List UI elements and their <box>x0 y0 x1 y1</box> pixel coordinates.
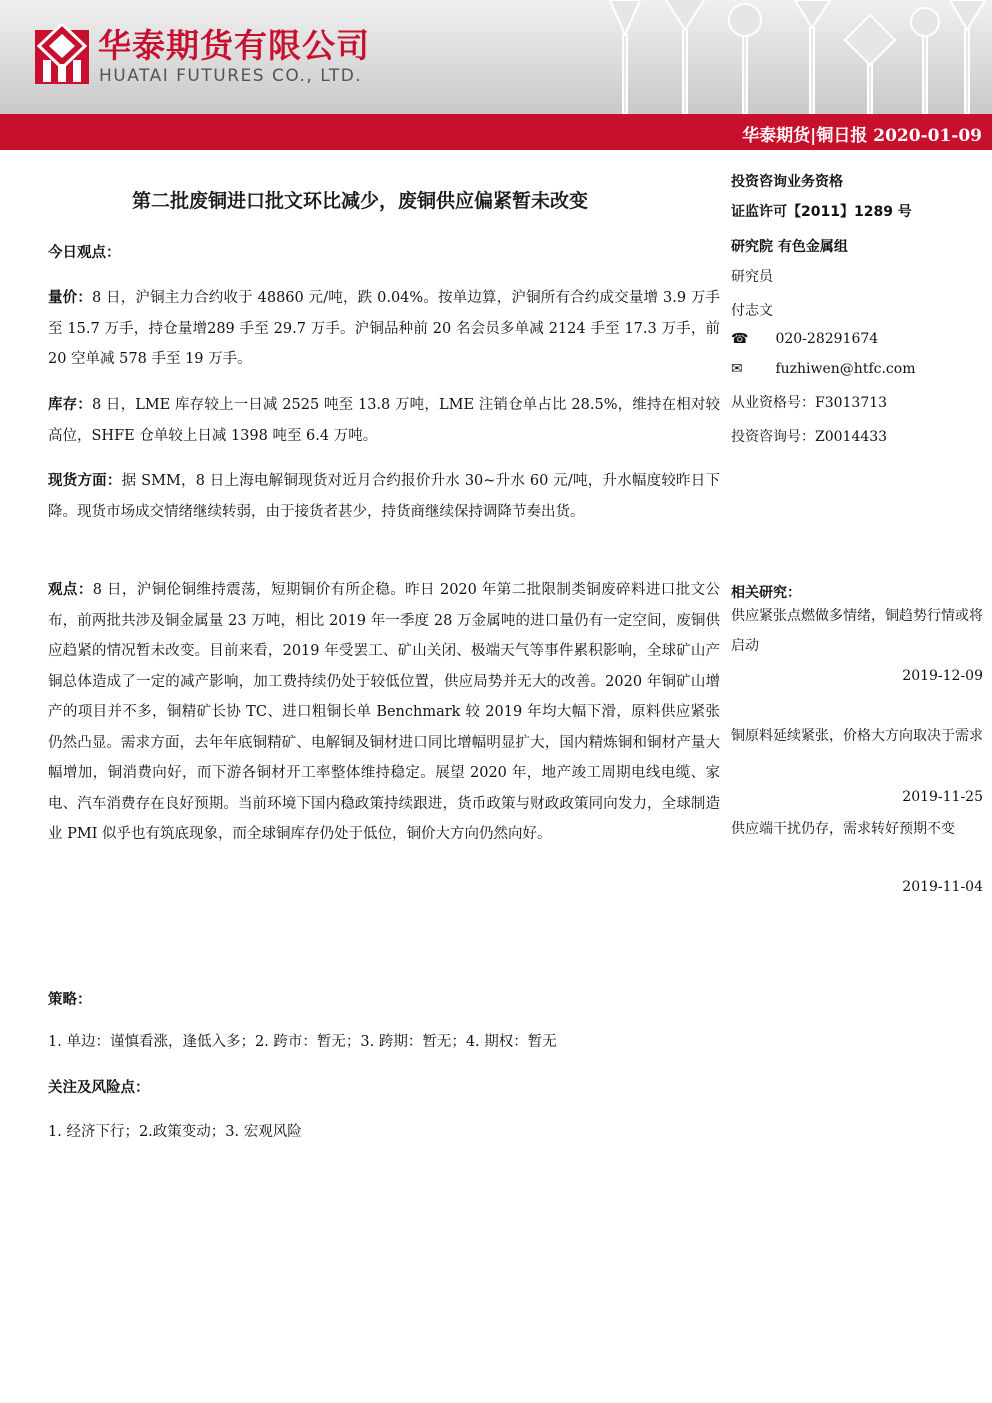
institute-label: 研究院 有色金属组 <box>731 239 848 255</box>
strategy-heading-block <box>48 985 720 1016</box>
analyst-role: 研究员 <box>731 269 773 285</box>
related-item-title[interactable]: 铜原料延续紧张，价格大方向取决于需求 <box>731 728 983 744</box>
risk-heading-block <box>48 1073 720 1104</box>
volume-price-paragraph <box>48 283 720 375</box>
spot-label: 现货方面： <box>48 473 122 489</box>
related-item-title[interactable]: 供应端干扰仍存，需求转好预期不变 <box>731 821 955 837</box>
inventory-text: 8 日，LME 库存较上一日减 2525 吨至 13.8 万吨，LME 注销仓单占比 28.5%，维持在相对较高位，SHFE 仓单较上日减 1398 吨至 6.4 万吨。 <box>48 397 720 444</box>
cert-value: F3013713 <box>815 395 888 411</box>
cert-row <box>731 392 887 412</box>
inventory-label: 库存： <box>48 397 92 413</box>
consult-row <box>731 426 887 446</box>
license-label: 证监许可【2011】1289 号 <box>731 204 912 220</box>
phone-number: 020-28291674 <box>775 331 879 347</box>
spot-paragraph <box>48 466 720 527</box>
risk-heading: 关注及风险点： <box>48 1080 150 1096</box>
huatai-logo-icon <box>35 24 89 84</box>
strategy-paragraph <box>48 1027 720 1058</box>
today-heading: 今日观点： <box>48 245 121 261</box>
risk-text: 1. 经济下行；2.政策变动；3. 宏观风险 <box>48 1124 302 1140</box>
related-item-date: 2019-12-09 <box>902 668 983 684</box>
email-link[interactable]: fuzhiwen@htfc.com <box>775 361 916 377</box>
sidebar <box>731 0 983 1403</box>
risk-paragraph <box>48 1117 720 1148</box>
qualification-label: 投资咨询业务资格 <box>731 174 843 190</box>
related-item-title[interactable]: 供应紧张点燃做多情绪，铜趋势行情或将启动 <box>731 608 983 654</box>
strategy-heading: 策略： <box>48 992 92 1008</box>
inventory-paragraph <box>48 390 720 451</box>
envelope-icon: ✉ <box>731 361 743 377</box>
cert-label: 从业资格号： <box>731 395 815 411</box>
email-row <box>731 361 915 377</box>
related-item-date: 2019-11-04 <box>902 879 983 895</box>
related-heading: 相关研究： <box>731 585 801 601</box>
spot-text: 据 SMM，8 日上海电解铜现货对近月合约报价升水 30~升水 60 元/吨，升水幅度较昨日下降。现货市场成交情绪继续转弱，由于接货者甚少，持货商继续保持调降节奏出货。 <box>48 473 720 520</box>
view-paragraph <box>48 575 720 850</box>
analyst-name: 付志文 <box>731 303 773 319</box>
view-text: 8 日，沪铜伦铜维持震荡，短期铜价有所企稳。昨日 2020 年第二批限制类铜废碎料进口批文公布，前两批共涉及铜金属量 23 万吨，相比 2019 年一季度 28 万金属吨的进口量仍有一定空间，废铜供应趋紧的情况暂未改变。目前来看，2019 年受罢工、矿山关闭、极端天气等事件累积影响，全球矿山产铜总体造成了一定的减产影响，加工费持续仍处于较低位置，供应局势并无大的改善。2020 年铜矿山增产的项目并不多，铜精矿长协 TC、进口粗铜长单 Benchmark 较 2019 年均大幅下滑，原料供应紧张仍然凸显。需求方面，去年年底铜精矿、电解铜及铜材进口同比增幅明显扩大，国内精炼铜和铜材产量大幅增加，铜消费向好，而下游各铜材开工率整体维持稳定。展望 2020 年，地产竣工周期电线电缆、家电、汽车消费存在良好预期。当前环境下国内稳政策持续跟进，货币政策与财政政策同向发力，全球制造业 PMI 似乎也有筑底现象，而全球铜库存仍处于低位，铜价大方向仍然向好。 <box>48 582 721 842</box>
strategy-text: 1. 单边：谨慎看涨，逢低入多；2. 跨市：暂无；3. 跨期：暂无；4. 期权：暂无 <box>48 1034 557 1050</box>
consult-label: 投资咨询号： <box>731 429 815 445</box>
today-heading-block <box>48 238 720 269</box>
phone-icon: ☎ <box>731 331 749 347</box>
volume-price-text: 8 日，沪铜主力合约收于 48860 元/吨，跌 0.04%。按单边算，沪铜所有合约成交量增 3.9 万手至 15.7 万手，持仓量增289 手至 29.7 万手。沪铜品种前 20 名会员多单减 2124 手至 17.3 万手，前 20 空单减 578 手至 19 万手。 <box>48 290 721 367</box>
view-label: 观点： <box>48 582 93 598</box>
volume-price-label: 量价： <box>48 290 93 306</box>
company-name-en: HUATAI FUTURES CO., LTD. <box>99 66 363 86</box>
consult-value: Z0014433 <box>815 429 888 445</box>
company-name-cn: 华泰期货有限公司 <box>98 26 370 65</box>
report-title: 第二批废铜进口批文环比减少，废铜供应偏紧暂未改变 <box>131 190 588 212</box>
report-banner-text: 华泰期货|铜日报 2020-01-09 <box>742 126 982 146</box>
related-item-date: 2019-11-25 <box>902 789 983 805</box>
phone-row <box>731 331 878 347</box>
